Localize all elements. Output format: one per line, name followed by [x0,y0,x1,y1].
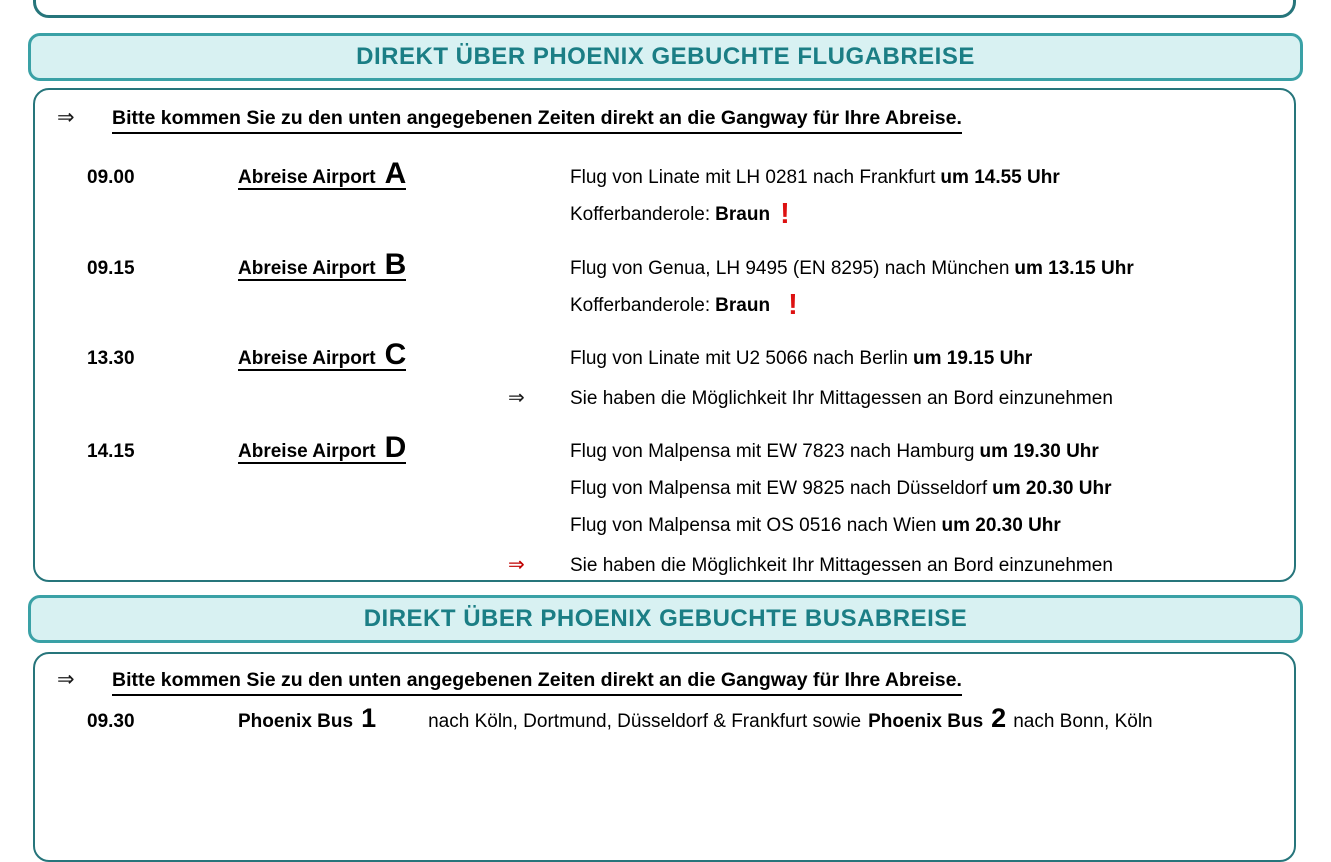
section-header-busabreise [28,595,1303,643]
flight-text: Flug von Genua, LH 9495 (EN 8295) nach München [570,258,1010,279]
flight-text: Flug von Linate mit LH 0281 nach Frankfurt [570,167,936,188]
bus2-route: nach Bonn, Köln [1013,711,1153,732]
lunch-note-line [508,380,1276,417]
section-header-title: DIREKT ÜBER PHOENIX GEBUCHTE BUSABREISE [363,605,968,632]
departure-time: 09.00 [87,167,135,188]
departure-time: 14.15 [87,441,135,462]
double-arrow-icon: ⇒ [508,554,525,576]
flight-arrival-time: um 14.55 Uhr [940,167,1060,188]
flugabreise-box [33,88,1296,582]
airport-label-cell [238,159,570,233]
departure-time: 13.30 [87,348,135,369]
departure-time: 09.15 [87,258,135,279]
airport-letter: A [384,157,407,190]
flight-text: Flug von Malpensa mit OS 0516 nach Wien [570,515,937,536]
section-header-flugabreise [28,33,1303,81]
lunch-note-text: Sie haben die Möglichkeit Ihr Mittagessen an Bord einzunehmen [570,388,1113,409]
top-partial-box [33,0,1296,18]
luggage-band-line [570,287,1276,324]
airport-label [238,157,407,190]
departure-details [508,433,1276,584]
flight-text: Flug von Malpensa mit EW 7823 nach Hamburg [570,441,975,462]
airport-label-text: Abreise Airport [238,258,376,279]
flight-arrival-time: um 19.15 Uhr [912,348,1033,369]
flight-line [570,340,1276,377]
flight-line [570,433,1276,470]
luggage-band-color: Braun [715,295,771,316]
flight-text: Flug von Malpensa mit EW 9825 nach Düsseldorf [570,478,988,499]
double-arrow-icon: ⇒ [508,387,525,409]
red-exclamation-icon: ! [788,289,798,321]
airport-letter: B [384,248,407,281]
red-exclamation-icon: ! [780,198,790,230]
lunch-note-text: Sie haben die Möglichkeit Ihr Mittagessen an Bord einzunehmen [570,555,1113,576]
departure-details [508,340,1276,417]
departure-row-airport-b [87,250,1276,324]
luggage-band-label: Kofferbanderole: [570,204,711,225]
flight-arrival-time: um 20.30 Uhr [992,478,1112,499]
airport-label-text: Abreise Airport [238,167,376,188]
flight-arrival-time: um 13.15 Uhr [1014,258,1134,279]
bus2-label: Phoenix Bus [868,711,984,732]
flug-instruction-line [57,105,1276,134]
double-arrow-icon: ⇒ [57,106,75,129]
departure-details [570,250,1276,324]
bus-departure-row [87,703,1276,740]
bus-instruction-text: Bitte kommen Sie zu den unten angegebenen Zeiten direkt an die Gangway für Ihre Abreise. [112,669,962,696]
departure-time: 09.30 [87,711,135,732]
departure-row-airport-a [87,159,1276,233]
flight-line [570,159,1276,196]
bus-instruction-line [57,667,1276,696]
departure-row-airport-d [87,433,1276,584]
luggage-band-color: Braun [715,204,771,225]
flight-text: Flug von Linate mit U2 5066 nach Berlin [570,348,908,369]
flight-line [570,250,1276,287]
airport-label-text: Abreise Airport [238,441,376,462]
double-arrow-icon: ⇒ [57,668,75,691]
luggage-band-line [570,196,1276,233]
airport-letter: D [384,431,407,464]
airport-label-text: Abreise Airport [238,348,376,369]
departure-details [570,159,1276,233]
bus1-number: 1 [361,703,377,733]
airport-label [238,248,407,281]
airport-label-cell [238,250,570,324]
luggage-band-label: Kofferbanderole: [570,295,711,316]
lunch-note-line [508,547,1276,584]
bus2-number: 2 [991,703,1007,733]
flight-line [570,470,1276,507]
flight-line [570,507,1276,544]
bus1-route: nach Köln, Dortmund, Düsseldorf & Frankfurt sowie [428,711,862,732]
section-header-title: DIREKT ÜBER PHOENIX GEBUCHTE FLUGABREISE [356,43,975,70]
flight-arrival-time: um 19.30 Uhr [979,441,1099,462]
airport-letter: C [384,338,407,371]
airport-label [238,431,407,464]
departure-row-airport-c [87,340,1276,417]
bus1-label: Phoenix Bus [238,711,354,732]
flight-arrival-time: um 20.30 Uhr [941,515,1061,536]
airport-label [238,338,407,371]
bus-departure-details [238,703,1153,740]
flug-instruction-text: Bitte kommen Sie zu den unten angegebenen Zeiten direkt an die Gangway für Ihre Abreise. [112,107,962,134]
busabreise-box [33,652,1296,862]
